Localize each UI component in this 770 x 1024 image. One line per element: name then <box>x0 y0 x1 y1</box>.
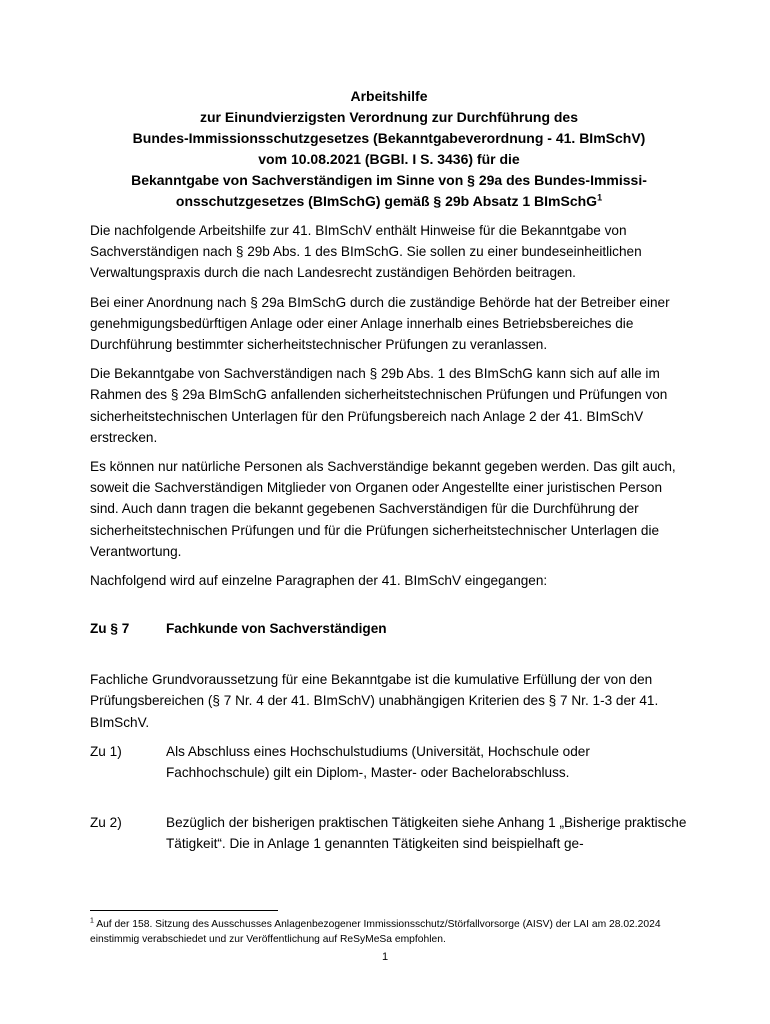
section-intro: Fachliche Grundvoraussetzung für eine Bekanntgabe ist die kumulative Erfüllung der von den Prüfungsbereichen (§ 7 Nr. 4 der 41. BImSchV) unabhängigen Kriterien des § 7 Nr. 1-3 der 41. BImSchV. <box>90 672 659 730</box>
list-item <box>90 741 688 783</box>
title-line-5: Bekanntgabe von Sachverständigen im Sinne von § 29a des Bundes-Immissi- <box>131 172 647 188</box>
list-item <box>90 812 688 854</box>
document-title <box>90 86 688 212</box>
paragraph-5: Nachfolgend wird auf einzelne Paragraphen der 41. BImSchV eingegangen: <box>90 573 548 589</box>
paragraph-2: Bei einer Anordnung nach § 29a BImSchG durch die zuständige Behörde hat der Betreiber einer genehmigungsbedürftigen Anlage oder einer Anlage innerhalb eines Betriebsbereiches die Durchführung bestimmter sicherheitstechnischer Prüfungen zu veranlassen. <box>90 294 670 353</box>
paragraph-1: Die nachfolgende Arbeitshilfe zur 41. BImSchV enthält Hinweise für die Bekanntgabe von Sachverständigen nach § 29b Abs. 1 des BImSchG. Sie sollen zu einer bundeseinheitlichen Verwaltungspraxis durch die nach Landesrecht zuständigen Behörden beitragen. <box>90 223 642 281</box>
title-line-2: zur Einundvierzigsten Verordnung zur Durchführung des <box>199 109 579 125</box>
footnote-text: Auf der 158. Sitzung des Ausschusses Anlagenbezogener Immissionsschutz/Störfallvorsorge (AISV) der LAI am 28.02.2024 einstimmig verabschiedet und zur Veröffentlichung auf ReSyMeSa empfohlen. <box>90 919 661 945</box>
title-line-1: Arbeitshilfe <box>350 88 428 104</box>
title-line-6-text: onsschutzgesetzes (BImSchG) gemäß § 29b Absatz 1 BImSchG <box>175 193 598 209</box>
item-label: Zu 1) <box>90 743 122 759</box>
section-number: Zu § 7 <box>90 621 130 637</box>
item-label: Zu 2) <box>90 815 122 831</box>
footnote <box>90 917 688 947</box>
footnote-marker: 1 <box>90 917 94 925</box>
document-page <box>90 86 688 855</box>
title-line-6 <box>90 191 688 212</box>
section-heading <box>90 618 688 639</box>
title-line-4: vom 10.08.2021 (BGBl. I S. 3436) für die <box>258 151 520 167</box>
page-number: 1 <box>381 951 389 963</box>
section-title: Fachkunde von Sachverständigen <box>166 621 387 637</box>
item-text: Als Abschluss eines Hochschulstudiums (Universität, Hochschule oder Fachhochschule) gilt ein Diplom-, Master- oder Bachelorabschluss. <box>166 743 590 781</box>
paragraph-4: Es können nur natürliche Personen als Sachverständige bekannt gegeben werden. Das gilt auch, soweit die Sachverständigen Mitglieder von Organen oder Angestellte einer juristischen Person sind. Auch dann tragen die bekannt gegebenen Sachverständigen für die Durchführung der sicherheitstechnischen Prüfungen und für die Prüfungen sicherheitstechnischer Unterlagen die Verantwortung. <box>90 459 676 559</box>
footnote-separator <box>90 910 278 911</box>
item-text: Bezüglich der bisherigen praktischen Tätigkeiten siehe Anhang 1 „Bisherige praktische Tätigkeit“. Die in Anlage 1 genannten Tätigkeiten sind beispielhaft ge- <box>166 815 687 852</box>
title-line-3: Bundes-Immissionsschutzgesetzes (Bekanntgabeverordnung - 41. BImSchV) <box>132 130 646 146</box>
footnote-reference[interactable]: 1 <box>597 192 603 203</box>
paragraph-3: Die Bekanntgabe von Sachverständigen nach § 29b Abs. 1 des BImSchG kann sich auf alle im Rahmen des § 29a BImSchG anfallenden sicherheitstechnischen Prüfungen und Prüfungen von sicherheitstechnischen Unterlagen für den Prüfungsbereich nach Anlage 2 der 41. BImSchV erstrecken. <box>90 366 668 445</box>
